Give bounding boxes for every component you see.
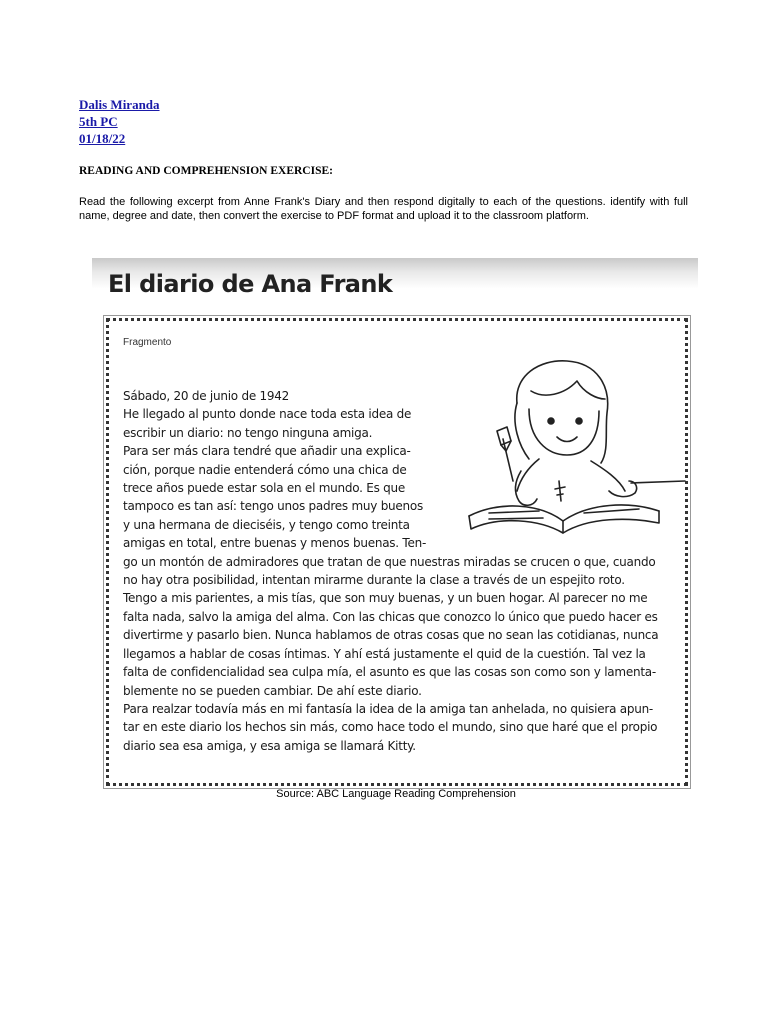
diary-line: tampoco es tan así: tengo unos padres muy buenos: [123, 499, 423, 514]
source-caption: Source: ABC Language Reading Comprehension: [276, 788, 516, 800]
diary-line: falta nada, salvo la amiga del alma. Con las chicas que conozco lo único que puedo hacer es: [123, 609, 658, 624]
diary-line: trece años puede estar sola en el mundo. Es que: [123, 481, 405, 496]
diary-line: escribir un diario: no tengo ninguna amiga.: [123, 425, 373, 440]
diary-line: Para ser más clara tendré que añadir una explica-: [123, 444, 411, 459]
excerpt-frame: [106, 318, 688, 786]
diary-line: Para realzar todavía más en mi fantasía la idea de la amiga tan anhelada, no quisiera apun-: [123, 701, 654, 716]
diary-line: go un montón de admiradores que tratan de que nuestras miradas se crucen o que, cuando: [123, 554, 656, 569]
diary-line: Tengo a mis parientes, a mis tías, que son muy buenas, y un buen hogar. Al parecer no me: [123, 591, 648, 606]
diary-excerpt-figure: [92, 258, 698, 788]
diary-line: y una hermana de dieciséis, y tengo como treinta: [123, 517, 410, 532]
diary-line: llegamos a hablar de cosas íntimas. Y ahí está justamente el quid de la cuestión. Tal vez la: [123, 646, 646, 661]
figure-banner: [92, 258, 698, 314]
exercise-title: READING AND COMPREHENSION EXERCISE:: [79, 165, 333, 177]
diary-line: no hay otra posibilidad, intentan mirarme durante la clase a través de un espejito roto.: [123, 573, 625, 588]
diary-line: tar en este diario los hechos sin más, como hace todo el mundo, sino que haré que el propio: [123, 720, 658, 735]
figure-title: El diario de Ana Frank: [108, 270, 393, 298]
diary-line: Sábado, 20 de junio de 1942: [123, 389, 290, 403]
diary-line: amigas en total, entre buenas y menos buenas. Ten-: [123, 536, 427, 551]
diary-line: blemente no se pueden cambiar. De ahí este diario.: [123, 683, 422, 698]
diary-line: ción, porque nadie entenderá cómo una chica de: [123, 462, 407, 477]
diary-line: divertirme y pasarlo bien. Nunca hablamos de otras cosas que no sean las cotidianas, nunca: [123, 628, 659, 643]
student-date-link[interactable]: 01/18/22: [79, 131, 126, 146]
instructions-paragraph: Read the following excerpt from Anne Frank's Diary and then respond digitally to each of the questions. identify with full name, degree and date, then convert the exercise to PDF format and upload it to the classroom platform.: [79, 196, 688, 222]
student-grade-link[interactable]: 5th PC: [79, 114, 118, 129]
diary-line: falta de confidencialidad sea culpa mía, el asunto es que las cosas son como son y lamenta-: [123, 665, 656, 680]
student-name-link[interactable]: Dalis Miranda: [79, 97, 160, 112]
student-header: [79, 96, 160, 147]
fragment-label: Fragmento: [123, 337, 172, 348]
diary-line: He llegado al punto donde nace toda esta idea de: [123, 407, 412, 422]
diary-text: [123, 387, 658, 755]
diary-line: diario sea esa amiga, y esa amiga se llamará Kitty.: [123, 738, 416, 753]
